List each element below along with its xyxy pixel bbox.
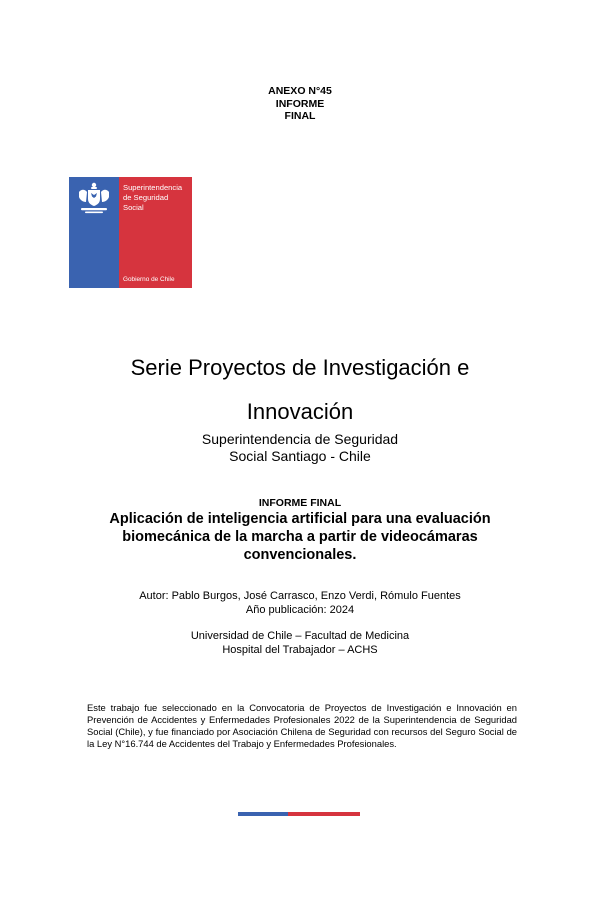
logo-text-line3: Social xyxy=(123,203,144,212)
institutions-block xyxy=(0,630,600,657)
series-title-line2: Innovación xyxy=(246,399,354,424)
logo-government-label: Gobierno de Chile xyxy=(123,276,175,283)
chile-coat-of-arms-icon xyxy=(75,180,113,216)
institution-line1: Universidad de Chile – Facultad de Medicina xyxy=(190,630,410,642)
annex-number: ANEXO N°45 xyxy=(268,85,332,97)
annex-heading xyxy=(0,85,600,123)
annex-final: FINAL xyxy=(284,110,316,122)
report-title xyxy=(0,510,600,564)
series-title-line1: Serie Proyectos de Investigación e xyxy=(130,355,470,380)
funding-note: Este trabajo fue seleccionado en la Convocatoria de Proyectos de Investigación e Innovación en Prevención de Accidentes y Enfermedades Profesionales 2022 de la Superintendencia de Seguridad Social (Chile), y fue financiado por Asociación Chilena de Seguridad con recursos del Seguro Social de la Ley N°16.744 de Accidentes del Trabajo y Enfermedades Profesionales. xyxy=(87,702,517,749)
logo-text-line1: Superintendencia xyxy=(123,183,183,192)
report-title-line3: convencionales. xyxy=(243,547,357,563)
footer-color-bar xyxy=(238,812,360,816)
series-title xyxy=(0,346,600,434)
authors-line: Autor: Pablo Burgos, José Carrasco, Enzo Verdi, Rómulo Fuentes xyxy=(139,590,461,602)
footer-bar-blue xyxy=(238,812,288,816)
institution-line2: Hospital del Trabajador – ACHS xyxy=(222,643,378,656)
logo-wordmark xyxy=(123,183,189,213)
annex-informe: INFORME xyxy=(275,97,325,110)
logo-blue-block xyxy=(69,177,119,288)
report-title-line1: Aplicación de inteligencia artificial para una evaluación xyxy=(109,511,491,527)
organization-name xyxy=(0,431,600,465)
organization-line1: Superintendencia de Seguridad xyxy=(201,431,399,447)
report-label: INFORME FINAL xyxy=(258,497,342,509)
logo-text-line2: de Seguridad xyxy=(123,193,169,202)
report-title-line2: biomecánica de la marcha a partir de videocámaras xyxy=(122,529,478,545)
publication-year: Año publicación: 2024 xyxy=(245,603,355,616)
superintendencia-logo xyxy=(69,177,192,288)
authors-block xyxy=(0,590,600,617)
footer-bar-red xyxy=(288,812,360,816)
organization-line2: Social Santiago - Chile xyxy=(229,448,371,464)
